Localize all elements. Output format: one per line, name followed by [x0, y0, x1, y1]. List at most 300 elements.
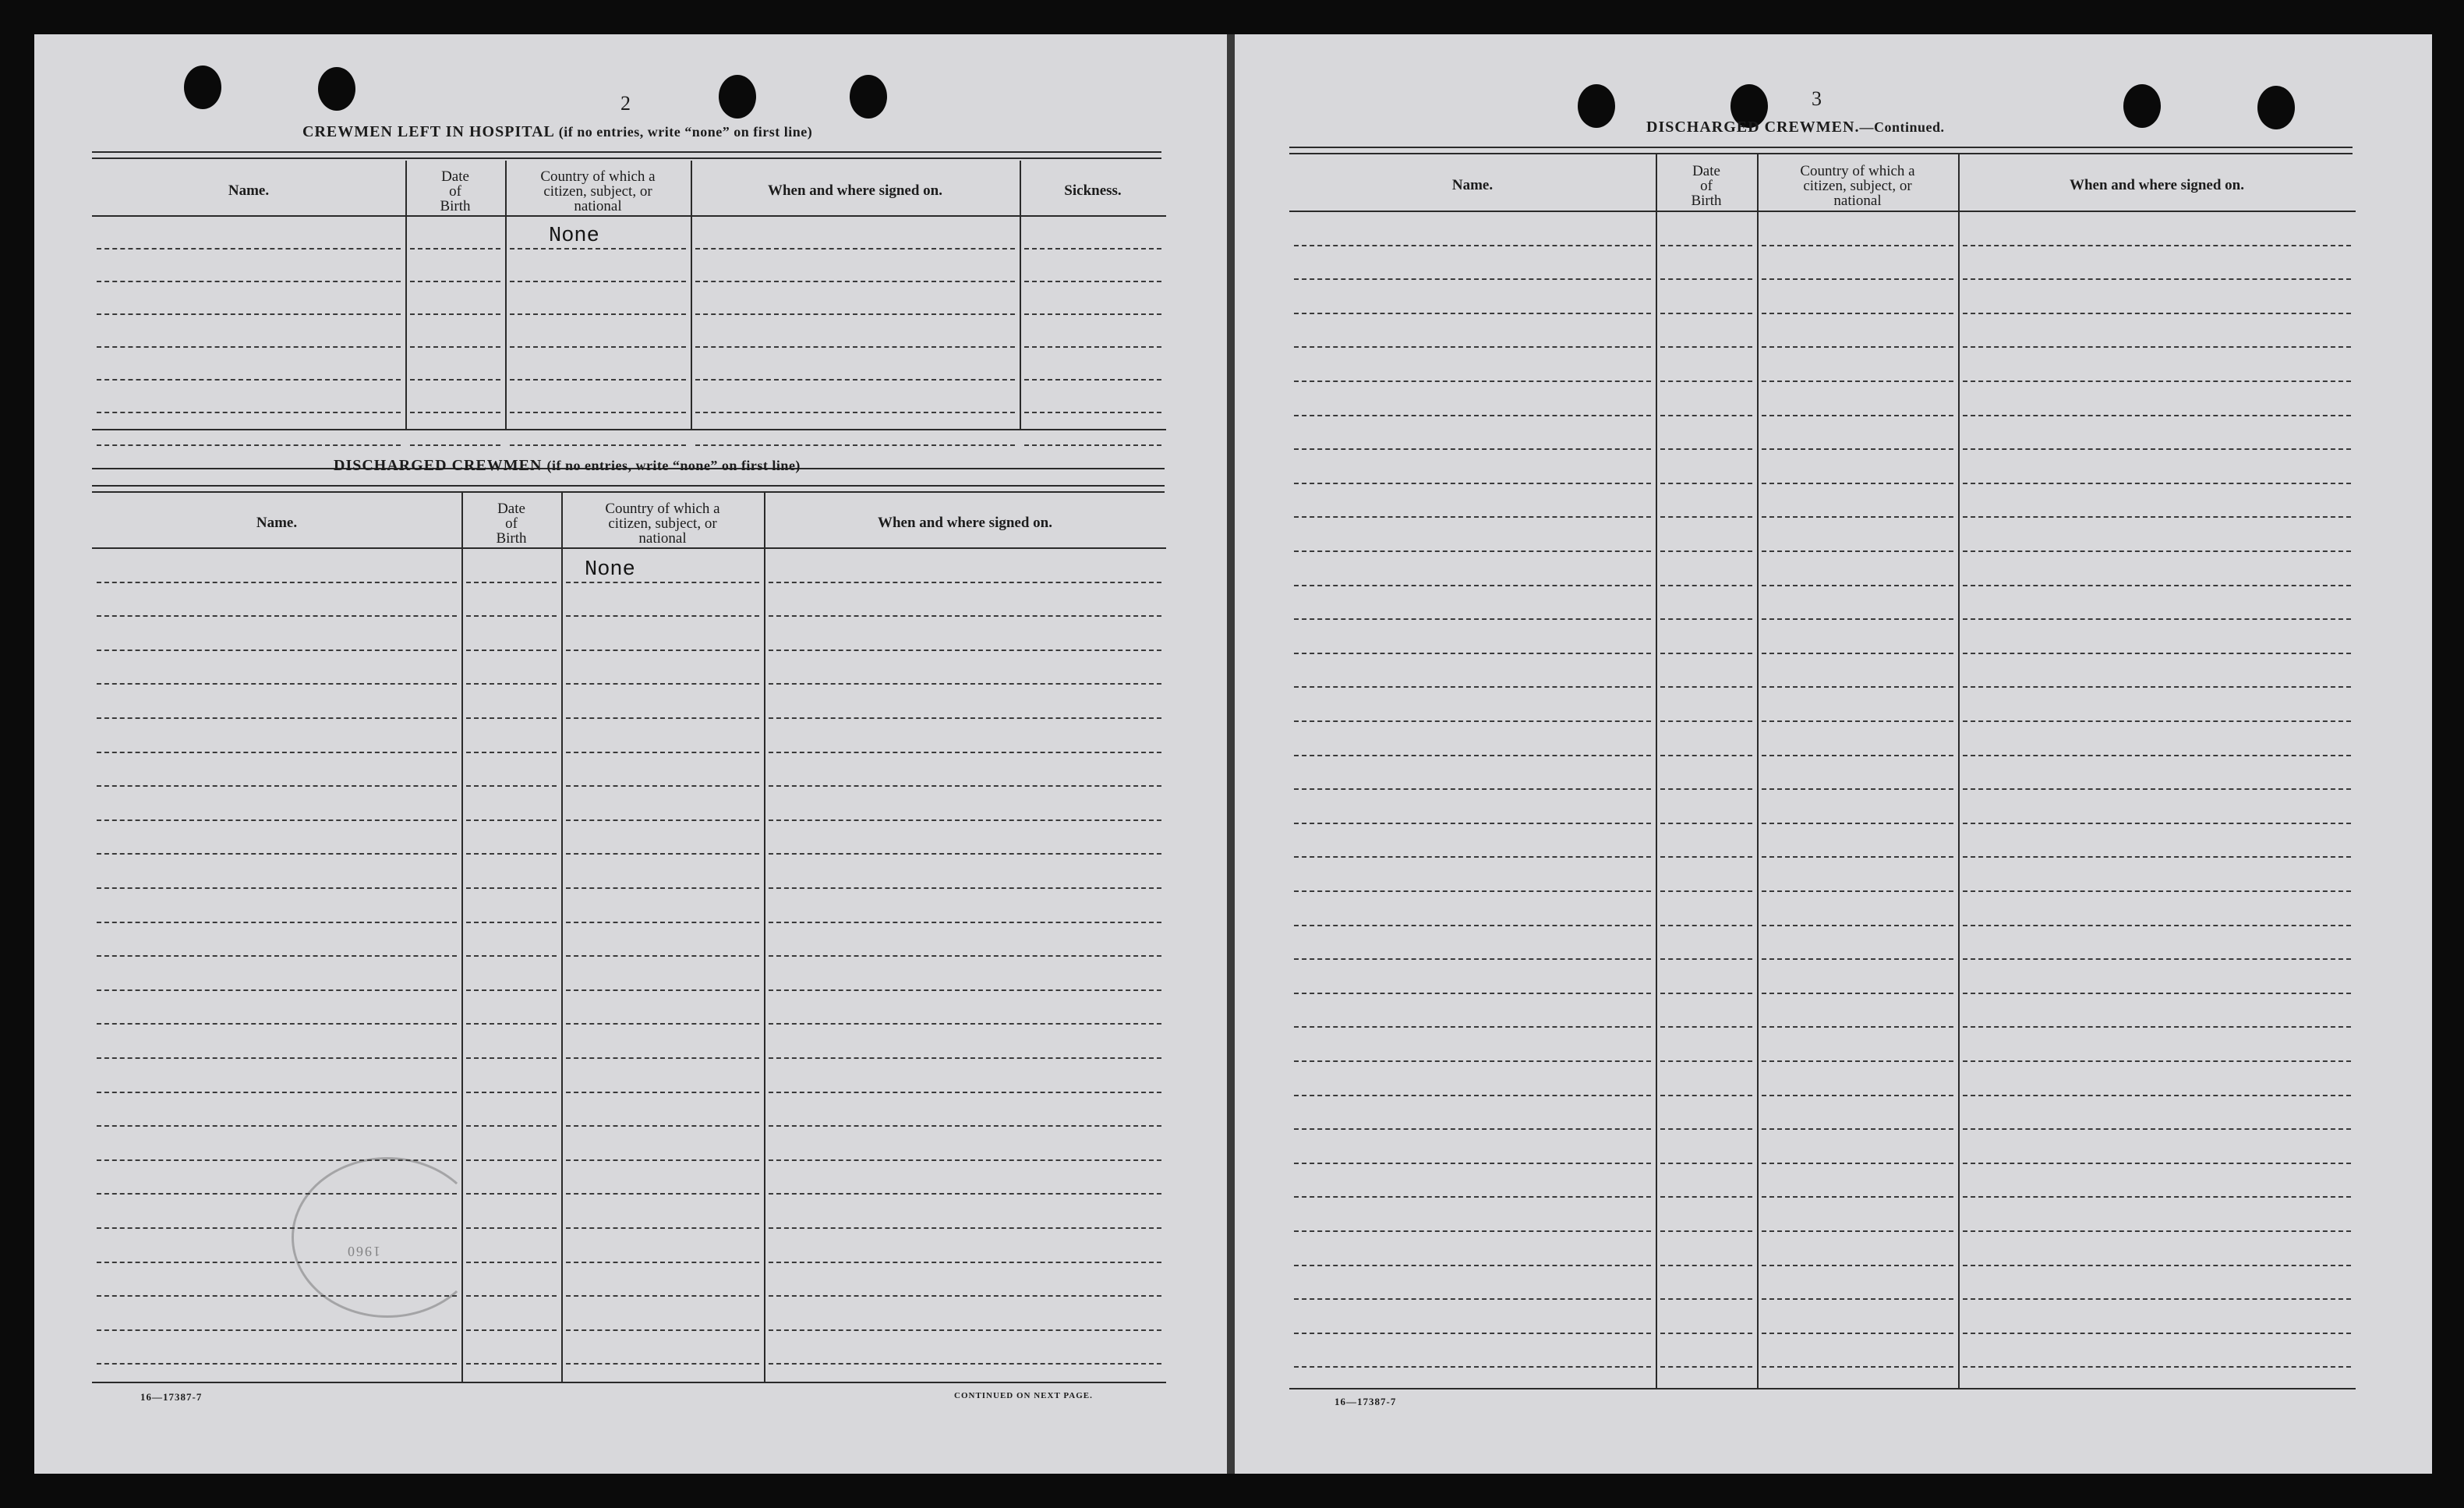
column-header: Sickness.: [1064, 182, 1122, 199]
entry-line: [1963, 856, 2351, 858]
column-header: When and where signed on.: [877, 515, 1052, 531]
entry-line: [97, 785, 457, 787]
entry-line: [769, 683, 1161, 685]
entry-line: [1762, 381, 1953, 382]
entry-line: [1762, 618, 1953, 620]
rule: [1289, 153, 2353, 154]
entry-line: [1762, 1366, 1953, 1368]
entry-line: [1963, 1128, 2351, 1130]
entry-line: [1660, 550, 1752, 552]
entry-value: None: [585, 558, 635, 582]
entry-line: [97, 887, 457, 889]
entry-line: [97, 281, 401, 282]
entry-line: [1963, 1230, 2351, 1232]
entry-line: [769, 1295, 1161, 1297]
entry-line: [1762, 550, 1953, 552]
entry-line: [466, 582, 557, 583]
entry-line: [695, 379, 1015, 381]
entry-line: [769, 887, 1161, 889]
column-header-line: Birth: [440, 197, 471, 214]
entry-line: [566, 1092, 759, 1093]
entry-line: [97, 989, 457, 991]
column-divider: [405, 161, 407, 429]
entry-line: [1660, 1060, 1752, 1062]
section-title-suffix: —Continued.: [1859, 119, 1945, 135]
section-instruction: (if no entries, write “none” on first line): [546, 458, 801, 473]
column-divider: [1020, 161, 1021, 429]
entry-line: [466, 683, 557, 685]
entry-line: [769, 1329, 1161, 1331]
entry-line: [769, 1363, 1161, 1365]
entry-line: [1660, 720, 1752, 722]
entry-line: [510, 444, 686, 446]
entry-value: None: [549, 225, 599, 248]
section-title-text: DISCHARGED CREWMEN: [334, 457, 543, 474]
entry-line: [769, 1023, 1161, 1025]
entry-line: [1294, 720, 1651, 722]
entry-line: [1762, 1265, 1953, 1266]
column-header: [1757, 161, 1958, 211]
entry-line: [1762, 720, 1953, 722]
entry-line: [1963, 993, 2351, 994]
entry-line: [1294, 1163, 1651, 1164]
entry-line: [1660, 346, 1752, 348]
entry-line: [769, 1092, 1161, 1093]
entry-line: [510, 346, 686, 348]
entry-line: [1660, 415, 1752, 416]
rule: [92, 491, 1165, 493]
column-header: Name.: [1451, 177, 1494, 193]
entry-line: [1024, 281, 1161, 282]
column-header: [405, 167, 505, 215]
entry-line: [97, 717, 457, 719]
column-header-line: Date: [497, 500, 525, 517]
entry-line: [466, 1295, 557, 1297]
entry-line: [1963, 381, 2351, 382]
entry-line: [1762, 823, 1953, 824]
entry-line: [1762, 245, 1953, 246]
right-page: [1235, 34, 2432, 1474]
entry-line: [1963, 755, 2351, 756]
entry-line: [566, 989, 759, 991]
section-title: [334, 457, 801, 475]
entry-line: [695, 281, 1015, 282]
column-divider: [764, 493, 765, 1382]
entry-line: [1963, 925, 2351, 926]
entry-line: [695, 346, 1015, 348]
table-bottom-rule: [92, 1382, 1166, 1383]
entry-line: [1963, 720, 2351, 722]
entry-line: [466, 785, 557, 787]
entry-line: [410, 444, 500, 446]
entry-line: [1024, 379, 1161, 381]
entry-line: [1762, 1298, 1953, 1300]
entry-line: [1660, 890, 1752, 892]
entry-line: [1294, 516, 1651, 518]
entry-line: [97, 650, 457, 651]
entry-line: [1963, 346, 2351, 348]
entry-line: [97, 1092, 457, 1093]
entry-line: [1963, 1298, 2351, 1300]
entry-line: [1294, 1230, 1651, 1232]
entry-line: [466, 1159, 557, 1161]
entry-line: [410, 248, 500, 250]
column-header: [561, 499, 764, 547]
entry-line: [1294, 1026, 1651, 1028]
stamp-text: 1960: [346, 1244, 380, 1259]
column-header-line: citizen, subject, or: [1803, 177, 1912, 194]
entry-line: [97, 248, 401, 250]
entry-line: [1294, 1333, 1651, 1334]
entry-line: [466, 650, 557, 651]
column-header-line: Birth: [1691, 192, 1722, 209]
entry-line: [1963, 550, 2351, 552]
column-header-line: of: [505, 515, 518, 532]
entry-line: [1660, 278, 1752, 280]
entry-line: [1660, 1163, 1752, 1164]
punch-hole: [850, 75, 887, 119]
entry-line: [1294, 1196, 1651, 1198]
entry-line: [1963, 1333, 2351, 1334]
entry-line: [1762, 788, 1953, 790]
entry-line: [97, 615, 457, 617]
punch-hole: [2123, 84, 2161, 128]
entry-line: [466, 1262, 557, 1263]
header-rule: [92, 215, 1166, 217]
entry-line: [1024, 313, 1161, 315]
entry-line: [1963, 653, 2351, 654]
entry-line: [1294, 958, 1651, 960]
entry-line: [1294, 1095, 1651, 1096]
column-header-line: of: [1700, 177, 1713, 194]
entry-line: [1024, 412, 1161, 413]
entry-line: [1963, 1196, 2351, 1198]
entry-line: [97, 683, 457, 685]
entry-line: [1294, 381, 1651, 382]
date-stamp: [292, 1157, 483, 1318]
column-header-line: national: [1833, 192, 1882, 209]
entry-line: [466, 1193, 557, 1195]
entry-line: [1294, 890, 1651, 892]
entry-line: [1660, 1128, 1752, 1130]
entry-line: [1294, 448, 1651, 450]
entry-line: [1660, 653, 1752, 654]
entry-line: [566, 955, 759, 957]
entry-line: [97, 1125, 457, 1127]
entry-line: [1294, 483, 1651, 484]
entry-line: [1294, 1298, 1651, 1300]
entry-line: [1963, 516, 2351, 518]
entry-line: [1294, 788, 1651, 790]
punch-hole: [1578, 84, 1615, 128]
entry-line: [566, 1363, 759, 1365]
header-rule: [92, 547, 1166, 549]
column-header: When and where signed on.: [767, 182, 942, 199]
entry-line: [1660, 245, 1752, 246]
entry-line: [1762, 483, 1953, 484]
entry-line: [97, 1329, 457, 1331]
entry-line: [466, 1023, 557, 1025]
rule: [92, 158, 1161, 159]
page-number: 3: [1812, 87, 1822, 110]
entry-line: [769, 1159, 1161, 1161]
entry-line: [1963, 585, 2351, 586]
entry-line: [566, 717, 759, 719]
entry-line: [1963, 958, 2351, 960]
entry-line: [1024, 346, 1161, 348]
punch-hole: [719, 75, 756, 119]
entry-line: [1660, 856, 1752, 858]
column-divider: [505, 161, 507, 429]
entry-line: [1762, 415, 1953, 416]
entry-line: [1762, 958, 1953, 960]
entry-line: [97, 922, 457, 923]
entry-line: [1294, 313, 1651, 314]
entry-line: [1762, 448, 1953, 450]
entry-line: [1660, 958, 1752, 960]
entry-line: [466, 922, 557, 923]
entry-line: [466, 1329, 557, 1331]
entry-line: [1660, 313, 1752, 314]
entry-line: [97, 1023, 457, 1025]
header-rule: [1289, 211, 2356, 212]
entry-line: [1294, 823, 1651, 824]
entry-line: [769, 615, 1161, 617]
book-spine: [1227, 34, 1235, 1474]
entry-line: [1963, 1366, 2351, 1368]
entry-line: [566, 1295, 759, 1297]
entry-line: [1660, 686, 1752, 688]
entry-line: [466, 1363, 557, 1365]
column-divider: [1958, 154, 1960, 1388]
entry-line: [1294, 1366, 1651, 1368]
entry-line: [566, 1023, 759, 1025]
entry-line: [510, 281, 686, 282]
entry-line: [1963, 788, 2351, 790]
entry-line: [566, 1193, 759, 1195]
column-header-line: Date: [441, 168, 469, 185]
entry-line: [1660, 1298, 1752, 1300]
entry-line: [1294, 245, 1651, 246]
entry-line: [1762, 890, 1953, 892]
punch-hole: [184, 65, 221, 109]
section-title-text: CREWMEN LEFT IN HOSPITAL: [302, 123, 554, 140]
entry-line: [1024, 248, 1161, 250]
entry-line: [1660, 448, 1752, 450]
entry-line: [1294, 755, 1651, 756]
entry-line: [695, 444, 1015, 446]
entry-line: [566, 819, 759, 821]
entry-line: [1660, 1265, 1752, 1266]
entry-line: [1660, 993, 1752, 994]
entry-line: [97, 1057, 457, 1059]
entry-line: [1762, 1060, 1953, 1062]
entry-line: [1963, 618, 2351, 620]
entry-line: [1660, 1333, 1752, 1334]
entry-line: [1963, 278, 2351, 280]
entry-line: [695, 313, 1015, 315]
form-number: 16—17387-7: [140, 1391, 203, 1403]
column-header-line: Country of which a: [540, 168, 656, 185]
entry-line: [1660, 788, 1752, 790]
table-bottom-rule: [1289, 1388, 2356, 1389]
entry-line: [1762, 1128, 1953, 1130]
entry-line: [1294, 1060, 1651, 1062]
entry-line: [1762, 755, 1953, 756]
entry-line: [466, 752, 557, 753]
entry-line: [1294, 415, 1651, 416]
column-header-line: of: [449, 182, 461, 200]
column-header-line: Date: [1692, 162, 1720, 179]
section-title: [1646, 119, 1945, 136]
entry-line: [1660, 1366, 1752, 1368]
entry-line: [769, 853, 1161, 855]
entry-line: [97, 313, 401, 315]
entry-line: [1762, 278, 1953, 280]
entry-line: [1963, 415, 2351, 416]
entry-line: [1762, 856, 1953, 858]
entry-line: [1294, 686, 1651, 688]
entry-line: [769, 1193, 1161, 1195]
entry-line: [1294, 925, 1651, 926]
entry-line: [566, 887, 759, 889]
entry-line: [1294, 856, 1651, 858]
section-instruction: (if no entries, write “none” on first line): [558, 124, 813, 140]
entry-line: [1294, 346, 1651, 348]
entry-line: [97, 955, 457, 957]
entry-line: [1294, 653, 1651, 654]
entry-line: [1963, 686, 2351, 688]
entry-line: [1660, 925, 1752, 926]
entry-line: [566, 1329, 759, 1331]
entry-line: [566, 615, 759, 617]
entry-line: [1963, 448, 2351, 450]
section-title: [302, 123, 812, 141]
entry-line: [410, 313, 500, 315]
entry-line: [1660, 1196, 1752, 1198]
entry-line: [1762, 686, 1953, 688]
entry-line: [510, 412, 686, 413]
entry-line: [1660, 483, 1752, 484]
entry-line: [1963, 1060, 2351, 1062]
entry-line: [1762, 1095, 1953, 1096]
entry-line: [1294, 585, 1651, 586]
rule: [1289, 147, 2353, 148]
column-header-line: Country of which a: [605, 500, 720, 517]
entry-line: [1762, 993, 1953, 994]
entry-line: [1963, 1265, 2351, 1266]
column-divider: [1656, 154, 1657, 1388]
page-number: 2: [620, 92, 631, 115]
entry-line: [510, 248, 686, 250]
entry-line: [1762, 653, 1953, 654]
entry-line: [1024, 444, 1161, 446]
entry-line: [466, 819, 557, 821]
column-header-line: Birth: [496, 529, 527, 547]
entry-line: [1762, 1026, 1953, 1028]
entry-line: [769, 819, 1161, 821]
entry-line: [1963, 313, 2351, 314]
entry-line: [1762, 346, 1953, 348]
entry-line: [1762, 1163, 1953, 1164]
punch-hole: [2257, 86, 2295, 129]
entry-line: [466, 717, 557, 719]
entry-line: [1660, 516, 1752, 518]
entry-line: [769, 1125, 1161, 1127]
column-header-line: Country of which a: [1800, 162, 1915, 179]
entry-line: [97, 853, 457, 855]
entry-line: [466, 615, 557, 617]
entry-line: [566, 785, 759, 787]
entry-line: [566, 1227, 759, 1229]
entry-line: [1660, 1026, 1752, 1028]
entry-line: [1660, 381, 1752, 382]
entry-line: [97, 444, 401, 446]
entry-line: [97, 1363, 457, 1365]
entry-line: [1963, 1163, 2351, 1164]
entry-line: [466, 955, 557, 957]
entry-line: [410, 379, 500, 381]
entry-line: [97, 752, 457, 753]
entry-line: [1963, 890, 2351, 892]
entry-line: [769, 785, 1161, 787]
entry-line: [769, 650, 1161, 651]
column-header: Name.: [228, 182, 270, 199]
entry-line: [1963, 1095, 2351, 1096]
entry-line: [1660, 585, 1752, 586]
entry-line: [1963, 1026, 2351, 1028]
entry-line: [1762, 585, 1953, 586]
entry-line: [97, 582, 457, 583]
entry-line: [1963, 483, 2351, 484]
entry-line: [410, 281, 500, 282]
entry-line: [1963, 823, 2351, 824]
column-header: Name.: [256, 515, 298, 531]
entry-line: [1294, 618, 1651, 620]
punch-hole: [318, 67, 355, 111]
continued-note: CONTINUED ON NEXT PAGE.: [954, 1391, 1093, 1400]
form-number: 16—17387-7: [1335, 1396, 1397, 1407]
entry-line: [769, 1262, 1161, 1263]
entry-line: [510, 379, 686, 381]
column-header-line: citizen, subject, or: [543, 182, 652, 200]
entry-line: [97, 346, 401, 348]
entry-line: [1762, 1230, 1953, 1232]
entry-line: [410, 346, 500, 348]
entry-line: [97, 379, 401, 381]
entry-line: [695, 412, 1015, 413]
entry-line: [1762, 925, 1953, 926]
entry-line: [510, 313, 686, 315]
entry-line: [466, 1125, 557, 1127]
section-title-text: DISCHARGED CREWMEN.: [1646, 119, 1860, 136]
entry-line: [410, 412, 500, 413]
rule: [92, 151, 1161, 153]
column-header: [461, 499, 561, 547]
entry-line: [1660, 823, 1752, 824]
column-header-line: national: [574, 197, 622, 214]
rule: [92, 485, 1165, 487]
entry-line: [769, 582, 1161, 583]
entry-line: [466, 853, 557, 855]
entry-line: [769, 752, 1161, 753]
entry-line: [1294, 1265, 1651, 1266]
entry-line: [1294, 993, 1651, 994]
entry-line: [1294, 1128, 1651, 1130]
entry-line: [769, 989, 1161, 991]
entry-line: [1762, 1333, 1953, 1334]
entry-line: [1762, 313, 1953, 314]
